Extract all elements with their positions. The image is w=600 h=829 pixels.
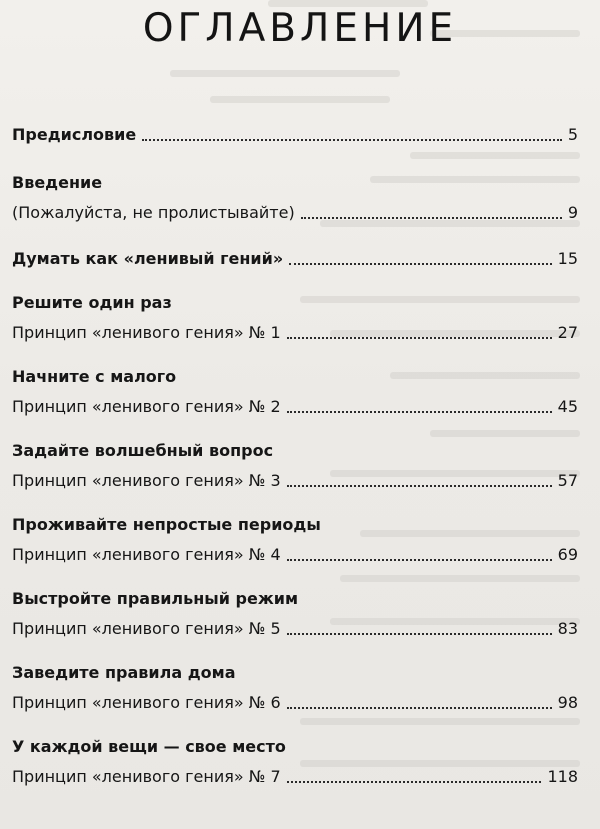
- toc-entry: [12, 736, 578, 788]
- toc-entry: [12, 124, 578, 146]
- dot-leader: [287, 485, 552, 487]
- page-number: 5: [567, 125, 578, 144]
- page-number: 98: [557, 693, 578, 712]
- toc-line-text: Принцип «ленивого гения» № 7: [12, 767, 281, 786]
- dot-leader: [287, 707, 552, 709]
- dot-leader: [287, 337, 552, 339]
- toc-entry: [12, 588, 578, 640]
- chapter-title: Проживайте непростые периоды: [12, 515, 321, 534]
- toc-line-text: (Пожалуйста, не пролистывайте): [12, 203, 295, 222]
- chapter-title: Введение: [12, 173, 103, 192]
- page-number: 9: [567, 203, 578, 222]
- toc-line: [12, 124, 578, 146]
- dot-leader: [142, 139, 562, 141]
- chapter-title: У каждой вещи — свое место: [12, 737, 286, 756]
- toc-line: [12, 202, 578, 224]
- toc-line-text: Принцип «ленивого гения» № 6: [12, 693, 281, 712]
- chapter-title: Решите один раз: [12, 293, 172, 312]
- page-number: 27: [557, 323, 578, 342]
- dot-leader: [289, 263, 551, 265]
- dot-leader: [287, 559, 552, 561]
- toc-line: [12, 470, 578, 492]
- page-number: 83: [557, 619, 578, 638]
- toc-entry: [12, 440, 578, 492]
- chapter-title: Заведите правила дома: [12, 663, 236, 682]
- toc-line: [12, 248, 578, 270]
- toc-line-text: Думать как «ленивый гений»: [12, 249, 284, 268]
- table-of-contents: [12, 124, 578, 788]
- toc-line: [12, 766, 578, 788]
- toc-entry: [12, 366, 578, 418]
- toc-line-text: Принцип «ленивого гения» № 5: [12, 619, 281, 638]
- page-title: ОГЛАВЛЕНИЕ: [142, 6, 458, 51]
- dot-leader: [287, 781, 542, 783]
- toc-line: [12, 322, 578, 344]
- dot-leader: [287, 411, 552, 413]
- page-number: 118: [547, 767, 578, 786]
- toc-line-text: Принцип «ленивого гения» № 4: [12, 545, 281, 564]
- page-number: 15: [557, 249, 578, 268]
- chapter-title: Задайте волшебный вопрос: [12, 441, 274, 460]
- toc-entry: [12, 248, 578, 270]
- page-number: 45: [557, 397, 578, 416]
- chapter-title: Начните с малого: [12, 367, 177, 386]
- toc-line-text: Принцип «ленивого гения» № 2: [12, 397, 281, 416]
- toc-line: [12, 396, 578, 418]
- toc-line: [12, 692, 578, 714]
- toc-line-text: Принцип «ленивого гения» № 3: [12, 471, 281, 490]
- page-number: 57: [557, 471, 578, 490]
- toc-entry: [12, 662, 578, 714]
- toc-entry: [12, 292, 578, 344]
- toc-line: [12, 618, 578, 640]
- dot-leader: [301, 217, 562, 219]
- chapter-title: Выстройте правильный режим: [12, 589, 299, 608]
- toc-entry: [12, 514, 578, 566]
- page-number: 69: [557, 545, 578, 564]
- dot-leader: [287, 633, 552, 635]
- toc-line: [12, 544, 578, 566]
- toc-entry: [12, 172, 578, 224]
- toc-line-text: Предисловие: [12, 125, 137, 144]
- toc-line-text: Принцип «ленивого гения» № 1: [12, 323, 281, 342]
